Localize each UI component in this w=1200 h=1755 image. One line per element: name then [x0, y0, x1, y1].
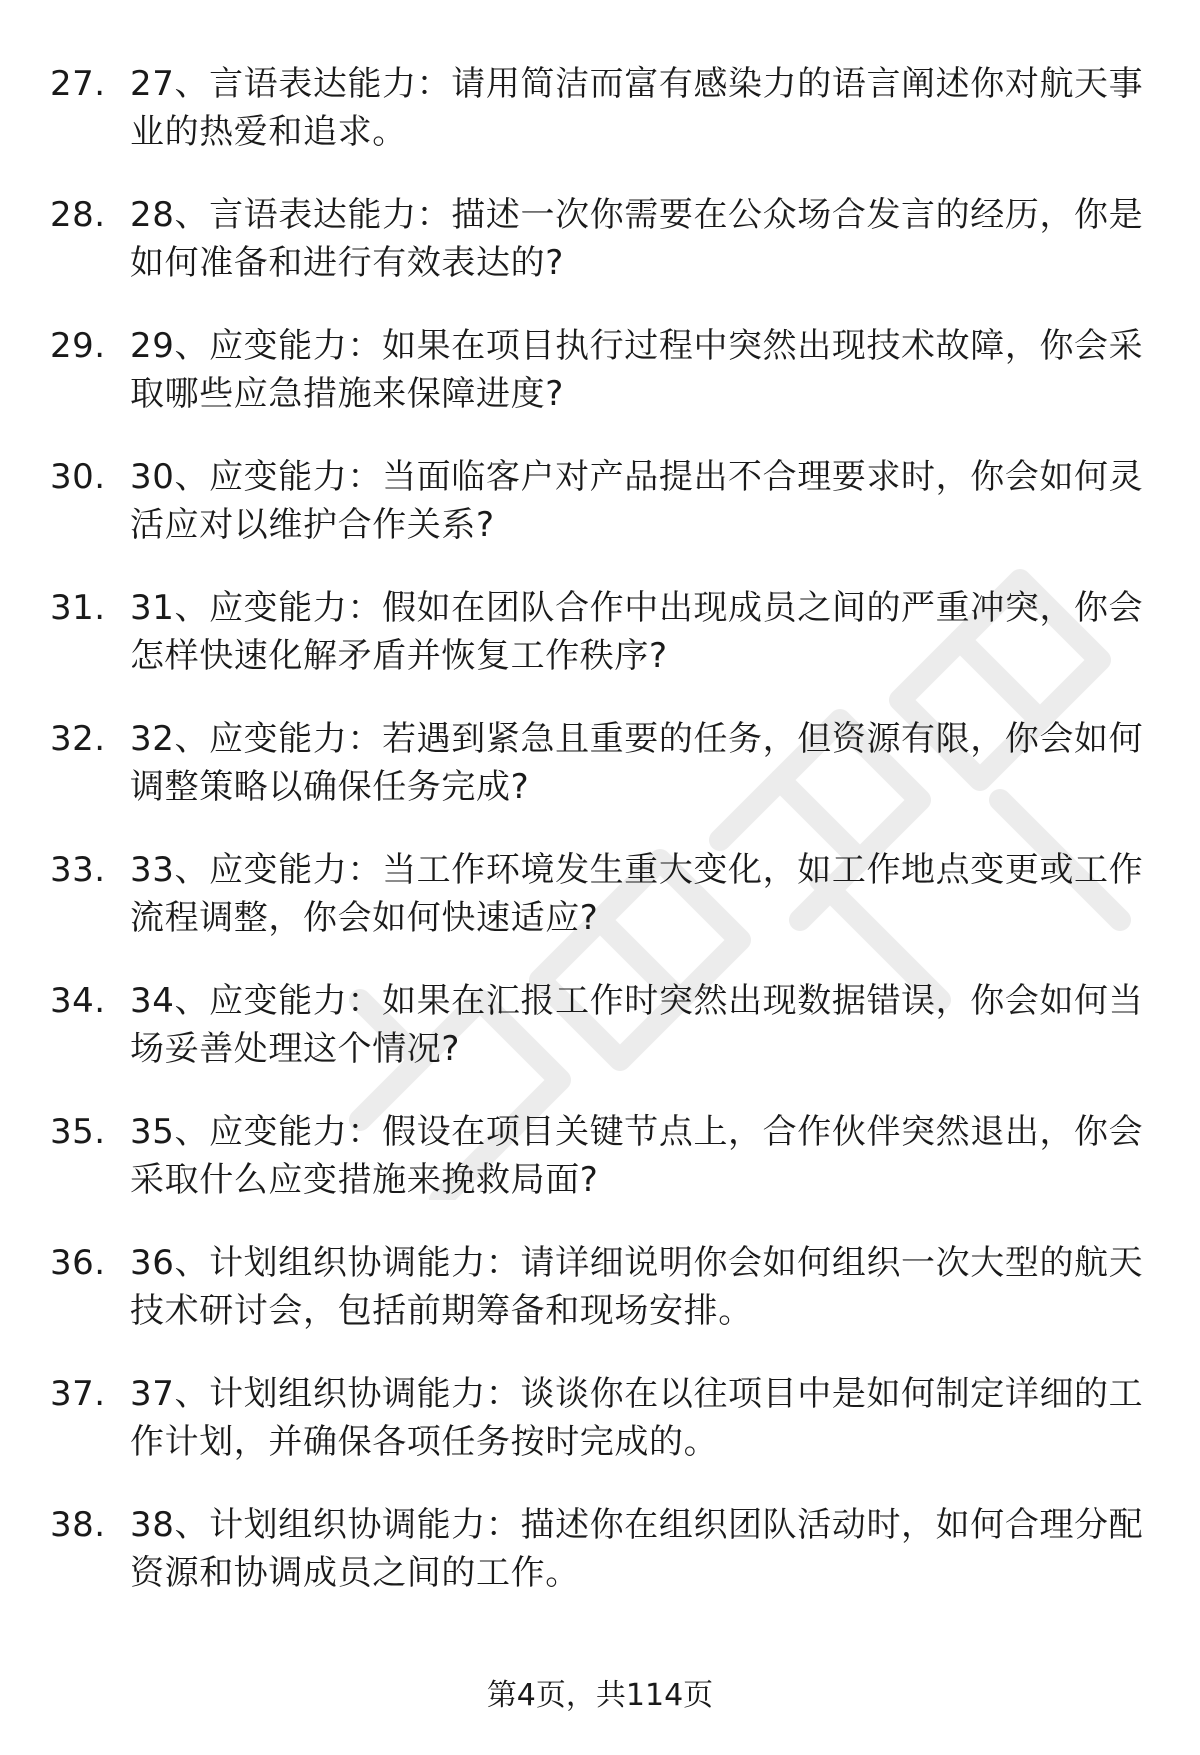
question-text: 34、应变能力：如果在汇报工作时突然出现数据错误，你会如何当场妥善处理这个情况? [130, 981, 1144, 1069]
list-item [50, 191, 1150, 322]
page-footer: 第4页，共114页 [486, 1678, 714, 1713]
list-item [50, 846, 1150, 977]
question-text: 35、应变能力：假设在项目关键节点上，合作伙伴突然退出，你会采取什么应变措施来挽救局面? [130, 1112, 1144, 1200]
question-text: 38、计划组织协调能力：描述你在组织团队活动时，如何合理分配资源和协调成员之间的工作。 [130, 1505, 1144, 1593]
list-item [50, 1501, 1150, 1632]
question-text: 37、计划组织协调能力：谈谈你在以往项目中是如何制定详细的工作计划，并确保各项任务按时完成的。 [130, 1374, 1144, 1462]
list-item [50, 60, 1150, 191]
question-number: 36. [50, 1243, 106, 1283]
question-text: 27、言语表达能力：请用简洁而富有感染力的语言阐述你对航天事业的热爱和追求。 [130, 64, 1144, 152]
question-number: 30. [50, 457, 106, 497]
question-text: 31、应变能力：假如在团队合作中出现成员之间的严重冲突，你会怎样快速化解矛盾并恢复工作秩序? [130, 588, 1144, 676]
list-item [50, 1370, 1150, 1501]
question-text: 29、应变能力：如果在项目执行过程中突然出现技术故障，你会采取哪些应急措施来保障进度? [130, 326, 1144, 414]
list-item [50, 322, 1150, 453]
question-number: 33. [50, 850, 106, 890]
question-number: 37. [50, 1374, 106, 1414]
question-text: 36、计划组织协调能力：请详细说明你会如何组织一次大型的航天技术研讨会，包括前期筹备和现场安排。 [130, 1243, 1144, 1331]
list-item [50, 1108, 1150, 1239]
list-item [50, 977, 1150, 1108]
question-number: 35. [50, 1112, 106, 1152]
question-number: 29. [50, 326, 106, 366]
question-text: 33、应变能力：当工作环境发生重大变化，如工作地点变更或工作流程调整，你会如何快速适应? [130, 850, 1144, 938]
question-text: 28、言语表达能力：描述一次你需要在公众场合发言的经历，你是如何准备和进行有效表达的? [130, 195, 1144, 283]
question-number: 38. [50, 1505, 106, 1545]
list-item [50, 584, 1150, 715]
list-item [50, 715, 1150, 846]
question-text: 30、应变能力：当面临客户对产品提出不合理要求时，你会如何灵活应对以维护合作关系? [130, 457, 1144, 545]
question-number: 32. [50, 719, 106, 759]
question-number: 31. [50, 588, 106, 628]
list-item [50, 453, 1150, 584]
question-number: 28. [50, 195, 106, 235]
question-list [50, 60, 1150, 1632]
question-number: 27. [50, 64, 106, 104]
question-number: 34. [50, 981, 106, 1021]
list-item [50, 1239, 1150, 1370]
question-text: 32、应变能力：若遇到紧急且重要的任务，但资源有限，你会如何调整策略以确保任务完成? [130, 719, 1144, 807]
